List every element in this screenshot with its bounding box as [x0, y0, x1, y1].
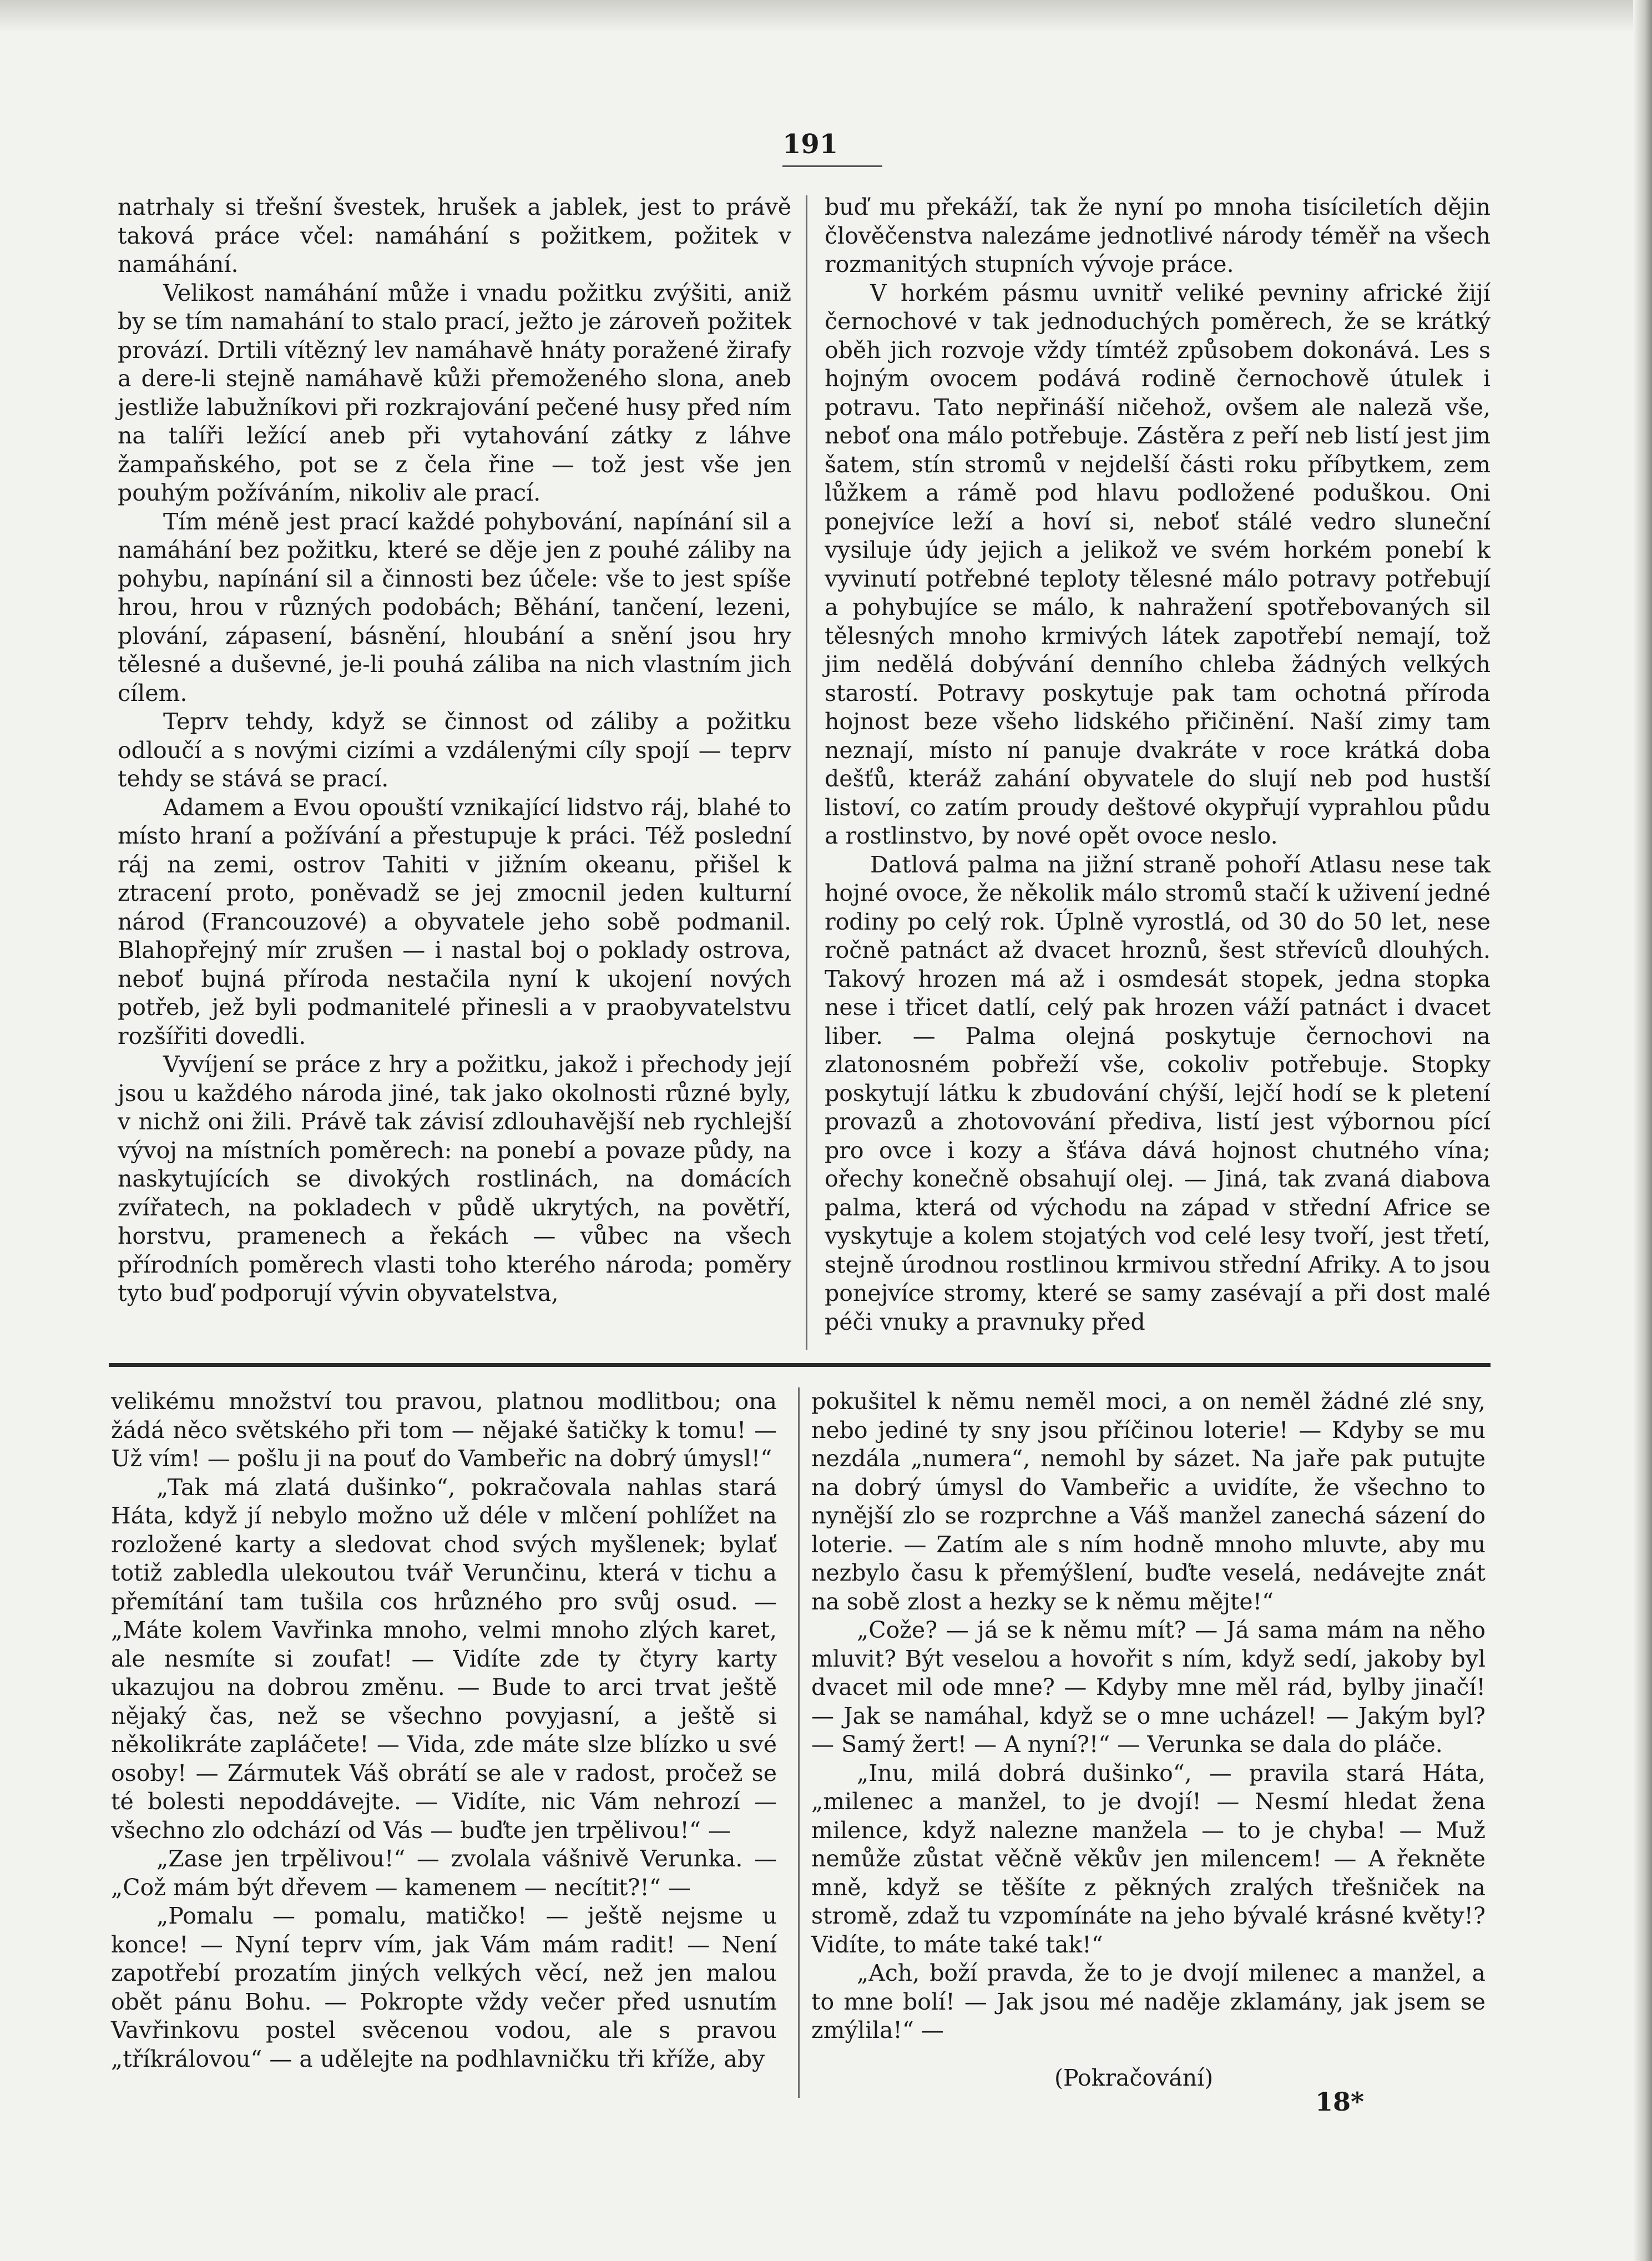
article-paragraph: Datlová palma na jižní straně pohoří Atlasu nese tak hojné ovoce, že několik málo stromů stačí k uživení jedné rodiny po celý rok. Úplně vyrostlá, od 30 do 50 let, nese ročně patnáct až dvacet hroznů, šest střevíců dlouhých. Takový hrozen má až i osmdesát stopek, jedna stopka nese i třicet datlí, celý pak hrozen váží patnáct i dvacet liber. — Palma olejná poskytuje černochovi na zlatonosném pobřeží vše, cokoliv potřebuje. Stopky poskytují látku k zbudování chýší, lejčí hodí se k pletení provazů a zhotovování přediva, listí jest výbornou pící pro ovce i kozy a šťáva dává hojnost chutného vína; ořechy konečně obsahují olej. — Jiná, tak zvaná diabova palma, která od východu na západ v střední Africe se vyskytuje a kolem stojatých vod celé lesy tvoří, jest třetí, stejně úrodnou rostlinou krmivou střední Afriky. A to jsou ponejvíce stromy, které se samy zasévají a při dost malé péči vnuky a pravnuky před — [825, 851, 1491, 1335]
section-divider-rule — [109, 1363, 1491, 1367]
story-paragraph: „Cože? — já se k němu mít? — Já sama mám na něho mluvit? Být veselou a hovořit s ním, když sedí, jakoby byl dvacet mil ode mne? — Kdyby mne měl rád, bylby jinačí! — Jak se namáhal, když se o mne ucházel! — Jakým byl? — Samý žert! — A nyní?!“ — Verunka se dala do pláče. — [811, 1617, 1486, 1758]
article-column-left — [118, 193, 791, 1308]
article-column-right — [825, 193, 1491, 1336]
article-paragraph: natrhaly si třešní švestek, hrušek a jablek, jest to právě taková práce včel: namáhání s požitkem, požitek v namáhání. — [118, 194, 791, 277]
story-paragraph: „Tak má zlatá dušinko“, pokračovala nahlas stará Háta, když jí nebylo možno už déle v mlčení pohlížet na rozložené karty a sledovat chod svých myšlenek; bylať totiž zabledla ulekoutou tvář Verunčinu, která v tichu a přemítání tam tušila cos hrůzného pro svůj osud. — „Máte kolem Vavřinka mnoho, velmi mnoho zlých karet, ale nesmíte si zoufat! — Vidíte zde ty čtyry karty ukazujou na dobrou změnu. — Bude to arci trvat ještě nějaký čas, než se všechno povyjasní, a ještě si několikráte zapláčete! — Vida, zde máte slze blízko u své osoby! — Zármutek Váš obrátí se ale v radost, pročež se té bolesti nepoddávejte. — Vidíte, nic Vám nehrozí — všechno zlo odchází od Vás — buďte jen trpělivou!“ — — [111, 1473, 777, 1844]
scan-edge-top — [0, 0, 1652, 32]
article-paragraph: Teprv tehdy, když se činnost od záliby a požitku odloučí a s novými cizími a vzdálenými cíly spojí — teprv tehdy se stává se prací. — [118, 708, 791, 792]
article-paragraph: V horkém pásmu uvnitř veliké pevniny africké žijí černochové v tak jednoduchých poměrech, že se krátký oběh jich rozvoje vždy tímtéž způsobem dokonává. Les s hojným ovocem podává rodině černochově útulek i potravu. Tato nepřináší ničehož, ovšem ale naleză vše, neboť ona málo potřebuje. Zástěra z peří neb listí jest jim šatem, stín stromů v nejdelší části roku příbytkem, zem lůžkem a rámě pod hlavu podložené poduškou. Oni ponejvíce leží a hoví si, neboť stálé vedro sluneční vysiluje údy jejich a jelikož ve svém horkém ponebí k vyvinutí potřebné teploty tělesné málo potravy potřebují a pohybujíce se málo, k nahražení spotřebovaných sil tělesných mnoho krmivých látek zapotřebí nemají, tož jim nedělá dobývání denního chleba žádných velkých starostí. Potravy poskytuje pak tam ochotná příroda hojnost beze všeho lidského přičinění. Naší zimy tam neznají, místo ní panuje dvakráte v roce krátká doba dešťů, kteráž zahání obyvatele do slují neb pod hustší listoví, co zatím proudy deštové okypřují vyprahlou půdu a rostlinstvo, by nové opět ovoce neslo. — [825, 279, 1491, 849]
column-divider — [798, 1387, 800, 2098]
story-paragraph: „Zase jen trpělivou!“ — zvolala vášnivě Verunka. — „Což mám být dřevem — kamenem — necítit?!“ — — [111, 1845, 777, 1901]
printer-signature-mark: 18* — [1315, 2087, 1365, 2117]
article-paragraph: buď mu překáží, tak že nyní po mnoha tisíciletích dějin člověčenstva nalezáme jednotlivé národy téměř na všech rozmanitých stupních vývoje práce. — [825, 194, 1491, 277]
continuation-note: (Pokračování) — [1054, 2065, 1214, 2091]
story-paragraph: pokušitel k němu neměl moci, a on neměl žádné zlé sny, nebo jediné ty sny jsou příčinou loterie! — Kdyby se mu nezdála „numera“, nemohl by sázet. Na jaře pak putujte na dobrý úmysl do Vambeřic a uvidíte, že všechno to nynější zlo se rozprchne a Váš manžel zanechá sázení do loterie. — Zatím ale s ním hodně mnoho mluvte, aby mu nezbylo času k přemýšlení, buďte veselá, nedávejte znát na sobě zlost a hezky se k němu mějte!“ — [811, 1388, 1486, 1615]
page-number: 191 — [782, 129, 838, 160]
scan-edge-right — [1633, 0, 1652, 2261]
article-paragraph: Vyvíjení se práce z hry a požitku, jakož i přechody její jsou u každého národa jiné, tak jako okolnosti různé byly, v nichž oni žili. Právě tak závisí zdlouhavější neb rychlejší vývoj na místních poměrech: na ponebí a povaze půdy, na naskytujících se divokých rostlinách, na domácích zvířatech, na pokladech v půdě ukrytých, na povětří, horstvu, pramenech a řekách — vůbec na všech přírodních poměrech vlasti toho kterého národa; poměry tyto buď podporují vývin obyvatelstva, — [118, 1051, 791, 1306]
page-number-rule — [782, 165, 882, 167]
article-paragraph: Adamem a Evou opouští vznikající lidstvo ráj, blahé to místo hraní a požívání a přestupuje k práci. Též poslední ráj na zemi, ostrov Tahiti v jižním okeanu, přišel k ztracení proto, poněvadž se jej zmocnil jeden kulturní národ (Francouzové) a obyvatele jeho sobě podmanil. Blahopřejný mír zrušen — i nastal boj o poklady ostrova, neboť bujná příroda nestačila nyní k ukojení nových potřeb, jež byli podmanitelé přinesli a v praobyvatelstvu rozšířiti dovedli. — [118, 794, 791, 1049]
article-paragraph: Velikost namáhání může i vnadu požitku zvýšiti, aniž by se tím namahání to stalo prací, ježto je zároveň požitek provází. Drtili vítězný lev namáhavě hnáty poražené žirafy a dere-li stejně namáhavě kůži přemoženého slona, aneb jestliže labužníkovi při rozkrajování pečené husy před ním na talíři ležící aneb při vytahování zátky z láhve žampaňského, pot se z čela řine — tož jest vše jen pouhým požíváním, nikoliv ale prací. — [118, 279, 791, 506]
article-paragraph: Tím méně jest prací každé pohybování, napínání sil a namáhání bez požitku, které se děje jen z pouhé záliby na pohybu, napínání sil a činnosti bez účele: vše to jest spíše hrou, hrou v různých podobách; Běhání, tančení, lezeni, plování, zápasení, básnění, hloubání a snění jsou hry tělesné a duševné, je-li pouhá záliba na nich vlastním jich cílem. — [118, 508, 791, 706]
story-paragraph: „Inu, milá dobrá dušinko“, — pravila stará Háta, „milenec a manžel, to je dvojí! — Nesmí hledat žena milence, když nalezne manžela — to je chyba! — Muž nemůže zůstat věčně věkův jen milencem! — A řekněte mně, když se těšíte z pěkných zralých třešniček na stromě, zdaž tu vzpomínáte na jeho bývalé krásné květy!? Vidíte, to máte také tak!“ — [811, 1759, 1486, 1958]
story-paragraph: „Ach, boží pravda, že to je dvojí milenec a manžel, a to mne bolí! — Jak jsou mé naděje zklamány, jak jsem se zmýlila!“ — — [811, 1960, 1486, 2043]
story-column-right — [811, 1387, 1486, 2045]
story-paragraph: „Pomalu — pomalu, matičko! — ještě nejsme u konce! — Nyní teprv vím, jak Vám mám radit! — Není zapotřebí prozatím jiných velkých věcí, než jen malou obět pánu Bohu. — Pokropte vždy večer před usnutím Vavřinkovu postel svěcenou vodou, ale s pravou „tříkrálovou“ — a udělejte na podhlavničku tři kříže, aby — [111, 1902, 777, 2072]
column-divider — [806, 195, 807, 1350]
story-column-left — [111, 1387, 777, 2073]
story-paragraph: velikému množství tou pravou, platnou modlitbou; ona žádá něco světského při tom — nějaké šatičky k tomu! — Už vím! — pošlu ji na pouť do Vambeřic na dobrý úmysl!“ — [111, 1388, 777, 1472]
